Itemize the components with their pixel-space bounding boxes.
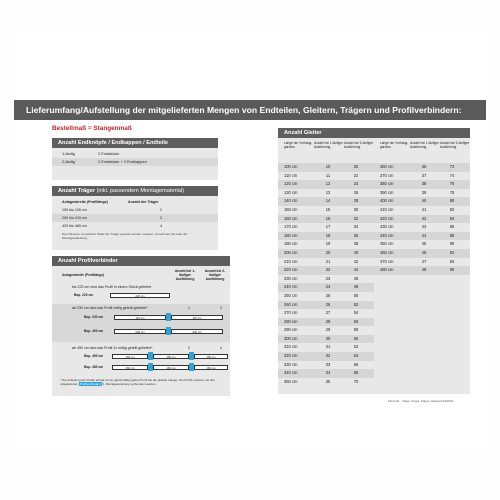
table-row bbox=[52, 214, 218, 222]
count-1-cell: 41 bbox=[421, 206, 427, 212]
table-row bbox=[278, 180, 374, 189]
table-row bbox=[278, 335, 374, 344]
count-2-cell: 82 bbox=[449, 206, 455, 212]
column-header: Anzahl bei 1-läufiger Ausführung bbox=[314, 141, 344, 149]
count-1-cell: 17 bbox=[325, 224, 331, 230]
count-1-cell: 27 bbox=[325, 310, 331, 316]
column-header: Anzahl bei 2-läufiger Ausführung bbox=[344, 141, 374, 149]
count-2-cell: 66 bbox=[353, 361, 359, 367]
example-label: Bsp. 220 cm bbox=[74, 293, 94, 297]
table-row bbox=[278, 172, 374, 181]
count-2-cell: 52 bbox=[353, 301, 359, 307]
length-cell: 330 cm bbox=[284, 361, 298, 367]
count-2-cell: 32 bbox=[353, 215, 359, 221]
count-2-cell: 78 bbox=[449, 189, 455, 195]
table-row bbox=[278, 275, 374, 284]
example-label: Bsp. 230 cm bbox=[84, 315, 104, 319]
profile-segment: 160 cm bbox=[153, 365, 189, 370]
length-cell: 180 cm bbox=[284, 232, 298, 238]
length-cell: 170 cm bbox=[284, 224, 298, 230]
length-cell: 370 cm bbox=[380, 172, 394, 178]
row-value: 2 bbox=[160, 208, 163, 212]
count-1-cell: 44 bbox=[421, 232, 427, 238]
profile-segment: 160 cm bbox=[112, 365, 148, 370]
column-header: Anlagenbreite (Profillänge) bbox=[62, 273, 105, 277]
count-1-cell: 39 bbox=[421, 189, 427, 195]
table-row bbox=[278, 318, 374, 327]
profile-segment: 150 cm bbox=[112, 354, 148, 359]
page-banner: Lieferumfang/Aufstellung der mitgelieferten Mengen von Endteilen, Gleitern, Trägern und Profilverbindern: bbox=[14, 100, 486, 120]
count-1-cell: 23 bbox=[325, 275, 331, 281]
footnote-text-end: lt. Montageanleitung verbunden werden. bbox=[102, 382, 157, 386]
count-1-cell: 32 bbox=[325, 353, 331, 359]
order-size-note: Bestellmaß = Stangenmaß bbox=[52, 125, 132, 132]
brackets-title-plain: (inkl. passendem Montagematerial) bbox=[96, 188, 184, 194]
column-header: Anzahl bei 1-läufiger Ausführung bbox=[174, 269, 196, 281]
row-label: 200 bis 410 cm bbox=[62, 216, 88, 220]
footnote-text: * Die Aufteilung der Profile erfolgt immer gleichmäßig (jedes Profil hat die gleiche Länge). Die Profile müssen mit den mitgelieferten bbox=[60, 378, 215, 386]
count-1-cell: 42 bbox=[421, 215, 427, 221]
count-2-cell: 94 bbox=[449, 258, 455, 264]
count-1-cell: 43 bbox=[421, 224, 427, 230]
footnote-highlight: Profilverbindern bbox=[79, 382, 101, 386]
profile-segment: 150 cm bbox=[194, 354, 228, 359]
column-header: Anzahl bei 1-läufiger Ausführung bbox=[410, 141, 440, 149]
count-1-cell: 14 bbox=[325, 198, 331, 204]
gliders-column-right bbox=[374, 141, 470, 386]
length-cell: 190 cm bbox=[284, 241, 298, 247]
length-cell: 230 cm bbox=[284, 275, 298, 281]
row-value: 2 Endstücke + 2 Endkappen bbox=[98, 159, 147, 164]
count-2-cell: 88 bbox=[449, 232, 455, 238]
length-cell: 440 cm bbox=[380, 232, 394, 238]
case-text-label: ab 450 cm wird das Profil 2x mittig geteilt geliefert* bbox=[72, 346, 153, 350]
count-1-cell: 16 bbox=[325, 215, 331, 221]
row-label: 1-läufig bbox=[62, 151, 75, 156]
table-row bbox=[278, 240, 374, 249]
table-row bbox=[374, 197, 470, 206]
table-row bbox=[278, 292, 374, 301]
gliders-header bbox=[278, 141, 374, 163]
count-1-cell: 40 bbox=[421, 198, 427, 204]
table-row bbox=[278, 232, 374, 241]
count-2-cell: 50 bbox=[353, 292, 359, 298]
count-2-cell: 64 bbox=[353, 353, 359, 359]
count-1-cell: 24 bbox=[325, 284, 331, 290]
case-text bbox=[52, 344, 230, 352]
count-2-cell: 36 bbox=[353, 232, 359, 238]
endpieces-box bbox=[52, 138, 218, 180]
count-2-cell: 30 bbox=[353, 206, 359, 212]
table-row bbox=[278, 197, 374, 206]
table-row bbox=[374, 240, 470, 249]
count-2-cell: 28 bbox=[353, 198, 359, 204]
length-cell: 290 cm bbox=[284, 327, 298, 333]
brackets-note: Den Hinweis, an welcher Stelle die Träger gesetzt werden müssen, entnehmen Sie bitte der Montageanleitung. bbox=[62, 232, 188, 240]
table-row bbox=[278, 352, 374, 361]
length-cell: 360 cm bbox=[380, 164, 394, 169]
length-cell: 470 cm bbox=[380, 258, 394, 264]
connectors-header bbox=[52, 266, 230, 282]
table-row bbox=[374, 215, 470, 224]
count-1-cell: 19 bbox=[325, 241, 331, 247]
gliders-title: Anzahl Gleiter bbox=[278, 128, 470, 138]
count-1-cell: 18 bbox=[325, 232, 331, 238]
count-1-cell: 20 bbox=[325, 249, 331, 255]
count-1-laeufig: 1 bbox=[188, 306, 190, 310]
length-cell: 390 cm bbox=[380, 189, 394, 195]
table-row bbox=[278, 223, 374, 232]
connectors-box bbox=[52, 256, 230, 396]
table-row bbox=[278, 378, 374, 387]
connector-case-2 bbox=[52, 304, 230, 342]
count-1-cell: 34 bbox=[325, 370, 331, 376]
count-2-cell: 54 bbox=[353, 310, 359, 316]
length-cell: 280 cm bbox=[284, 318, 298, 324]
example-label: Bsp. 400 cm bbox=[84, 329, 104, 333]
count-1-cell: 26 bbox=[325, 301, 331, 307]
length-cell: 130 cm bbox=[284, 189, 298, 195]
column-header: Anzahl bei 2-läufiger Ausführung bbox=[440, 141, 470, 149]
connectors-footnote bbox=[60, 378, 226, 386]
profile-segment: 160 cm bbox=[194, 365, 228, 370]
length-cell: 150 cm bbox=[284, 206, 298, 212]
table-row bbox=[278, 343, 374, 352]
table-row bbox=[374, 172, 470, 181]
count-1-cell: 25 bbox=[325, 292, 331, 298]
table-row bbox=[374, 223, 470, 232]
count-1-cell: 38 bbox=[421, 181, 427, 187]
count-2-cell: 38 bbox=[353, 241, 359, 247]
row-value: 4 bbox=[160, 224, 163, 228]
count-1-cell: 48 bbox=[421, 267, 427, 273]
gliders-header bbox=[374, 141, 470, 163]
length-cell: 400 cm bbox=[380, 198, 394, 204]
count-2-cell: 96 bbox=[449, 267, 455, 273]
table-row bbox=[52, 150, 218, 158]
table-row bbox=[374, 163, 470, 172]
count-2-cell: 34 bbox=[353, 224, 359, 230]
length-cell: 110 cm bbox=[284, 172, 298, 178]
table-row bbox=[52, 206, 218, 214]
row-label: 2-läufig bbox=[62, 159, 75, 164]
brackets-title-bold: Anzahl Träger bbox=[58, 188, 95, 194]
length-cell: 100 cm bbox=[284, 164, 298, 169]
brackets-title bbox=[52, 186, 218, 196]
table-row bbox=[374, 232, 470, 241]
column-header: Anzahl bei 2-läufiger Ausführung bbox=[204, 269, 226, 281]
column-header: Länge der Vorhang-garnitur bbox=[284, 141, 313, 149]
table-row bbox=[278, 249, 374, 258]
count-1-cell: 13 bbox=[325, 189, 331, 195]
length-cell: 160 cm bbox=[284, 215, 298, 221]
example-label: Bsp. 450 cm bbox=[84, 354, 104, 358]
count-2-cell: 68 bbox=[353, 370, 359, 376]
table-row bbox=[278, 215, 374, 224]
column-header: Anzahl der Träger bbox=[128, 200, 159, 204]
count-1-cell: 46 bbox=[421, 249, 427, 255]
length-cell: 450 cm bbox=[380, 241, 394, 247]
connector-case-3 bbox=[52, 344, 230, 376]
length-cell: 320 cm bbox=[284, 353, 298, 359]
count-1-cell: 35 bbox=[325, 378, 331, 384]
connectors-title: Anzahl Profilverbinder bbox=[52, 256, 230, 266]
profile-segment: 150 cm bbox=[153, 354, 189, 359]
count-1-cell: 36 bbox=[421, 164, 427, 169]
count-2-cell: 84 bbox=[449, 215, 455, 221]
count-2-cell: 40 bbox=[353, 249, 359, 255]
gliders-box bbox=[278, 128, 470, 394]
count-1-cell: 15 bbox=[325, 206, 331, 212]
count-1-cell: 47 bbox=[421, 258, 427, 264]
count-1-cell: 12 bbox=[325, 181, 331, 187]
length-cell: 480 cm bbox=[380, 267, 394, 273]
count-2-cell: 46 bbox=[353, 275, 359, 281]
count-2-laeufig: 4 bbox=[220, 346, 222, 350]
table-row bbox=[52, 158, 218, 166]
table-row bbox=[278, 309, 374, 318]
table-row bbox=[278, 266, 374, 275]
count-2-cell: 44 bbox=[353, 267, 359, 273]
brackets-header bbox=[52, 196, 218, 206]
table-row bbox=[278, 326, 374, 335]
length-cell: 120 cm bbox=[284, 181, 298, 187]
profile-segment: 115 cm bbox=[114, 315, 166, 320]
count-2-cell: 20 bbox=[353, 164, 359, 169]
length-cell: 410 cm bbox=[380, 206, 394, 212]
example-label: Bsp. 480 cm bbox=[84, 365, 104, 369]
row-value: 2 Endstücke bbox=[98, 151, 120, 156]
count-2-cell: 70 bbox=[353, 378, 359, 384]
case-text bbox=[52, 304, 230, 312]
length-cell: 350 cm bbox=[284, 378, 298, 384]
count-2-cell: 42 bbox=[353, 258, 359, 264]
row-value: 3 bbox=[160, 216, 163, 220]
length-cell: 420 cm bbox=[380, 215, 394, 221]
count-2-cell: 58 bbox=[353, 327, 359, 333]
length-cell: 240 cm bbox=[284, 284, 298, 290]
count-2-cell: 90 bbox=[449, 241, 455, 247]
length-cell: 200 cm bbox=[284, 249, 298, 255]
table-row bbox=[278, 369, 374, 378]
table-row bbox=[278, 163, 374, 172]
profile-segment: 220 cm bbox=[110, 293, 170, 298]
length-cell: 140 cm bbox=[284, 198, 298, 204]
count-2-cell: 80 bbox=[449, 198, 455, 204]
count-1-cell: 22 bbox=[325, 267, 331, 273]
count-2-cell: 48 bbox=[353, 284, 359, 290]
endpieces-title: Anzahl Endknöpfe / Endkappen / Endteile bbox=[52, 138, 218, 148]
table-row bbox=[278, 301, 374, 310]
count-1-cell: 11 bbox=[325, 172, 331, 178]
table-row bbox=[278, 283, 374, 292]
count-2-cell: 56 bbox=[353, 318, 359, 324]
count-2-laeufig: 2 bbox=[220, 306, 222, 310]
row-label: 420 bis 480 cm bbox=[62, 224, 88, 228]
count-1-cell: 33 bbox=[325, 361, 331, 367]
count-1-cell: 31 bbox=[325, 344, 331, 350]
count-2-cell: 60 bbox=[353, 335, 359, 341]
length-cell: 340 cm bbox=[284, 370, 298, 376]
count-2-cell: 72 bbox=[449, 164, 455, 169]
count-1-cell: 21 bbox=[325, 258, 331, 264]
gliders-column-left bbox=[278, 141, 374, 386]
count-2-cell: 74 bbox=[449, 172, 455, 178]
count-2-cell: 62 bbox=[353, 344, 359, 350]
table-row bbox=[374, 258, 470, 267]
length-cell: 270 cm bbox=[284, 310, 298, 316]
length-cell: 430 cm bbox=[380, 224, 394, 230]
column-header: Anlagenbreite (Profillänge) bbox=[62, 200, 108, 204]
count-1-cell: 30 bbox=[325, 335, 331, 341]
table-row bbox=[374, 249, 470, 258]
count-2-cell: 24 bbox=[353, 181, 359, 187]
table-row bbox=[374, 180, 470, 189]
count-1-cell: 37 bbox=[421, 172, 427, 178]
count-1-laeufig: 2 bbox=[188, 346, 190, 350]
length-cell: 310 cm bbox=[284, 344, 298, 350]
count-1-cell: 45 bbox=[421, 241, 427, 247]
case-text: bis 220 cm wird das Profil in einem Stück geliefert bbox=[72, 285, 152, 289]
table-row bbox=[278, 206, 374, 215]
table-row bbox=[52, 222, 218, 230]
table-row bbox=[374, 266, 470, 275]
credit-line: 16mm E. - Raup, Kugel, Kappe, Dekoart 04/2024 bbox=[388, 399, 454, 403]
length-cell: 460 cm bbox=[380, 249, 394, 255]
table-row bbox=[278, 361, 374, 370]
profile-segment: 200 cm bbox=[114, 329, 166, 334]
length-cell: 210 cm bbox=[284, 258, 298, 264]
count-2-cell: 86 bbox=[449, 224, 455, 230]
connector-case-1 bbox=[52, 283, 230, 303]
count-2-cell: 26 bbox=[353, 189, 359, 195]
profile-segment: 200 cm bbox=[171, 329, 223, 334]
length-cell: 250 cm bbox=[284, 292, 298, 298]
profile-segment: 115 cm bbox=[171, 315, 223, 320]
table-row bbox=[374, 189, 470, 198]
length-cell: 260 cm bbox=[284, 301, 298, 307]
table-row bbox=[278, 189, 374, 198]
brackets-box bbox=[52, 186, 218, 250]
length-cell: 220 cm bbox=[284, 267, 298, 273]
case-text-label: ab 230 cm wird das Profil mittig geteilt geliefert* bbox=[72, 306, 148, 310]
count-1-cell: 28 bbox=[325, 318, 331, 324]
length-cell: 380 cm bbox=[380, 181, 394, 187]
table-row bbox=[374, 206, 470, 215]
row-label: 100 bis 190 cm bbox=[62, 208, 88, 212]
count-2-cell: 22 bbox=[353, 172, 359, 178]
table-row bbox=[278, 258, 374, 267]
length-cell: 300 cm bbox=[284, 335, 298, 341]
column-header: Länge der Vorhang-garnitur bbox=[380, 141, 409, 149]
count-2-cell: 76 bbox=[449, 181, 455, 187]
count-2-cell: 92 bbox=[449, 249, 455, 255]
count-1-cell: 29 bbox=[325, 327, 331, 333]
count-1-cell: 10 bbox=[325, 164, 331, 169]
